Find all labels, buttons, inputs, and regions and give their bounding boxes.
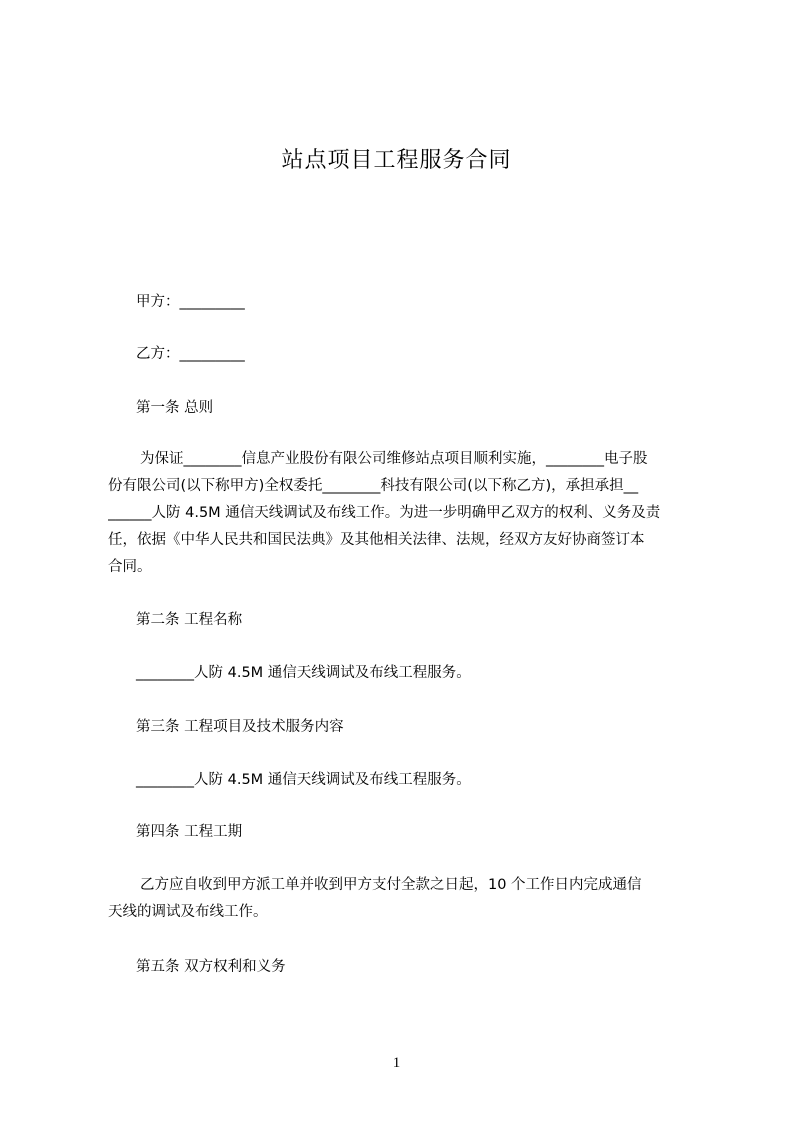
party-a-line: 甲方：_________ bbox=[136, 294, 245, 310]
article-1-line: 为保证________信息产业股份有限公司维修站点项目顺利实施，________电子股 bbox=[140, 451, 648, 467]
article-1-line: 份有限公司(以下称甲方)全权委托________科技有限公司(以下称乙方)，承担承担__ bbox=[108, 478, 639, 494]
article-3-heading: 第三条 工程项目及技术服务内容 bbox=[136, 719, 344, 735]
article-4-line: 乙方应自收到甲方派工单并收到甲方支付全款之日起，10 个工作日内完成通信 bbox=[140, 877, 642, 893]
article-2-heading: 第二条 工程名称 bbox=[136, 612, 243, 628]
article-4-line: 天线的调试及布线工作。 bbox=[108, 904, 268, 920]
page-number: 1 bbox=[392, 1055, 401, 1071]
article-5-heading: 第五条 双方权利和义务 bbox=[136, 959, 286, 975]
article-1-line: 任，依据《中华人民共和国民法典》及其他相关法律、法规，经双方友好协商签订本 bbox=[108, 532, 645, 548]
article-1-line: 合同。 bbox=[108, 559, 152, 575]
article-1-heading: 第一条 总则 bbox=[136, 400, 214, 416]
article-2-body: ________人防 4.5M 通信天线调试及布线工程服务。 bbox=[136, 665, 471, 681]
article-1-line: ______人防 4.5M 通信天线调试及布线工作。为进一步明确甲乙双方的权利、义务及责 bbox=[108, 505, 661, 521]
document-title: 站点项目工程服务合同 bbox=[281, 148, 512, 173]
article-3-body: ________人防 4.5M 通信天线调试及布线工程服务。 bbox=[136, 772, 471, 788]
party-b-line: 乙方：_________ bbox=[136, 346, 245, 362]
article-4-heading: 第四条 工程工期 bbox=[136, 824, 243, 840]
